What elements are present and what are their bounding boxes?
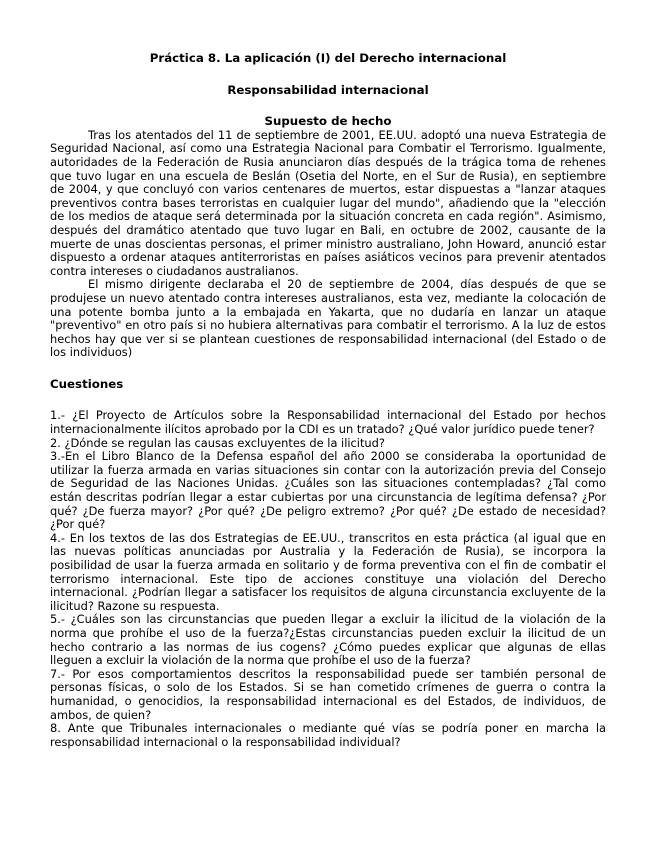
facts-paragraph-1: Tras los atentados del 11 de septiembre de 2001, EE.UU. adoptó una nueva Estrategia de Seguridad Nacional, así como una Estrategia Nacional para Combatir el Terrorismo. Igualmente, autoridades de la Federación de Rusia anunciaron días después de la trágica toma de rehenes que tuvo lugar en una escuela de Beslán (Osetia del Norte, en el Sur de Rusia), en septiembre de 2004, y que concluyó con varios centenares de muertos, estar dispuestas a "lanzar ataques preventivos contra bases terroristas en cualquier lugar del mundo", añadiendo que la "elección de los medios de ataque será determinada por la situación concreta en cada región". Asimismo, después del dramático atentado que tuvo lugar en Bali, en octubre de 2002, causante de la muerte de unas doscientas personas, el primer ministro australiano, John Howard, anunció estar dispuesto a ordenar ataques antiterroristas en países asiáticos vecinos para prevenir atentados contra intereses o ciudadanos australianos. bbox=[50, 127, 606, 278]
section-heading-facts: Supuesto de hecho bbox=[264, 114, 392, 129]
question-item: 8. Ante que Tribunales internacionales o mediante qué vías se podría poner en marcha la responsabilidad internacional o la responsabilidad individual? bbox=[50, 721, 606, 749]
questions-list bbox=[50, 409, 606, 749]
question-item: 3.-En el Libro Blanco de la Defensa español del año 2000 se consideraba la oportunidad de utilizar la fuerza armada en varias situaciones sin contar con la autorización previa del Consejo de Seguridad de las Naciones Unidas. ¿Cuáles son las situaciones contempladas? ¿Tal como están descritas podrían llegar a estar cubiertas por una circunstancia de legítima defensa? ¿Por qué? ¿De fuerza mayor? ¿Por qué? ¿De peligro extremo? ¿Por qué? ¿De estado de necesidad? ¿Por qué? bbox=[50, 449, 606, 532]
question-item: 7.- Por esos comportamientos descritos la responsabilidad puede ser también personal de personas físicas, o solo de los Estados. Si se han cometido crímenes de guerra o contra la humanidad, o genocidios, la responsabilidad internacional es del Estados, de individuos, de ambos, de quien? bbox=[50, 666, 606, 722]
question-item: 2. ¿Dónde se regulan las causas excluyentes de la ilicitud? bbox=[50, 435, 385, 450]
facts-paragraph-2: El mismo dirigente declaraba el 20 de septiembre de 2004, días después de que se produjese un nuevo atentado contra intereses australianos, esta vez, mediante la colocación de una potente bomba junto a la embajada en Yakarta, que no dudaría en lanzar un ataque "preventivo" en otro país si no hubiera alternativas para combatir el terrorismo. A la luz de estos hechos hay que ver si se plantean cuestiones de responsabilidad internacional (del Estado o de los individuos) bbox=[50, 277, 606, 360]
question-item: 5.- ¿Cuáles son las circunstancias que pueden llegar a excluir la ilicitud de la violación de la norma que prohíbe el uso de la fuerza?¿Estas circunstancias pueden excluir la ilicitud de un hecho contrario a las normas de ius cogens? ¿Cómo puedes explicar que algunas de ellas lleguen a excluir la violación de la norma que prohíbe el uso de la fuerza? bbox=[50, 612, 606, 668]
question-item: 1.- ¿El Proyecto de Artículos sobre la Responsabilidad internacional del Estado por hechos internacionalmente ilícitos aprobado por la CDI es un tratado? ¿Qué valor jurídico puede tener? bbox=[50, 408, 606, 437]
document-page bbox=[50, 52, 606, 749]
section-heading-questions: Cuestiones bbox=[50, 376, 124, 391]
document-title: Práctica 8. La aplicación (I) del Derecho internacional bbox=[149, 51, 507, 65]
question-item: 4.- En los textos de las dos Estrategias de EE.UU., transcritos en esta práctica (al igual que en las nuevas políticas anunciadas por Australia y la Federación de Rusia), se incorpora la posibilidad de usar la fuerza armada en solitario y de forma preventiva con el fin de combatir el terrorismo internacional. Este tipo de acciones constituye una violación del Derecho internacional. ¿Podrían llegar a satisfacer los requisitos de alguna circunstancia excluyente de la ilicitud? Razone su respuesta. bbox=[50, 530, 606, 613]
document-subtitle: Responsabilidad internacional bbox=[227, 82, 429, 97]
